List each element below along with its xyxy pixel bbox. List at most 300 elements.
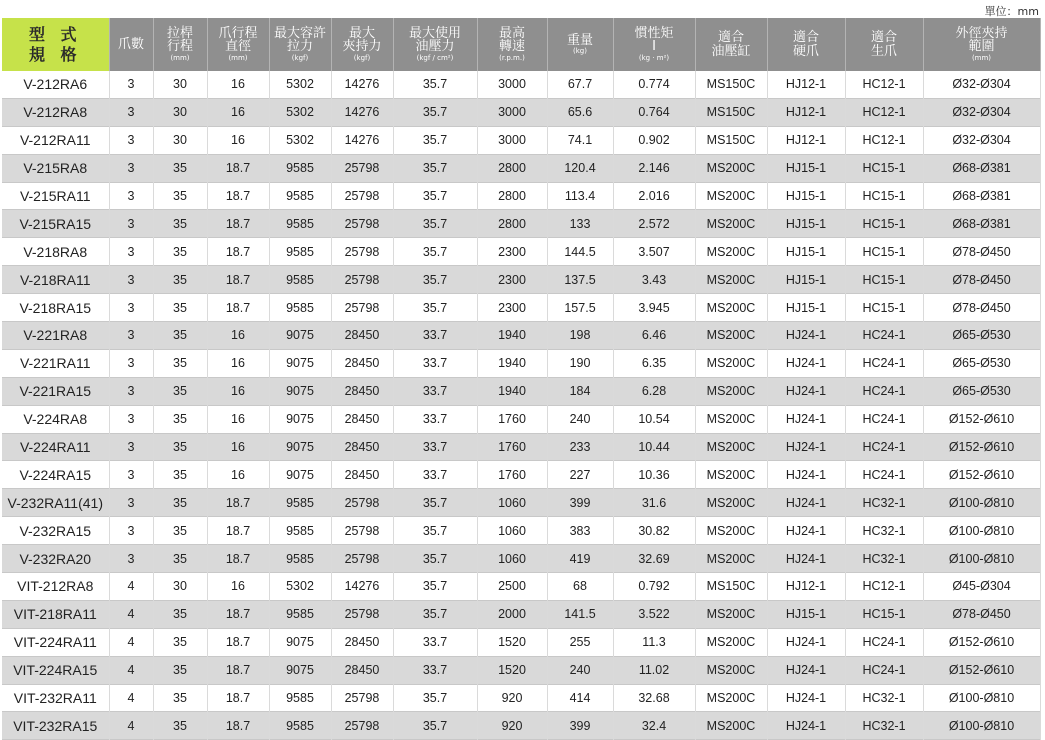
cell-od-gripping-range: Ø100-Ø810 (923, 684, 1040, 712)
cell-max-gripping-force: 28450 (331, 349, 393, 377)
cell-model: V-221RA15 (2, 377, 109, 405)
cell-weight: 383 (547, 517, 613, 545)
cell-max-drawbar-pull: 9585 (269, 545, 331, 573)
cell-weight: 198 (547, 322, 613, 350)
cell-moment-of-inertia: 6.28 (613, 377, 695, 405)
table-row (2, 210, 1040, 238)
cell-jaw-count: 3 (109, 210, 153, 238)
cell-max-gripping-force: 28450 (331, 433, 393, 461)
cell-max-drawbar-pull: 9075 (269, 322, 331, 350)
cell-max-gripping-force: 25798 (331, 238, 393, 266)
header-unit: (mm) (971, 53, 992, 62)
header-max-hydraulic-pressure (393, 18, 477, 71)
cell-max-hydraulic-pressure: 33.7 (393, 377, 477, 405)
cell-matching-cylinder: MS150C (695, 98, 767, 126)
header-text: 拉桿 (166, 25, 193, 41)
cell-max-hydraulic-pressure: 35.7 (393, 600, 477, 628)
header-moment-of-inertia (613, 18, 695, 71)
cell-jaw-stroke-dia: 18.7 (207, 238, 269, 266)
cell-matching-cylinder: MS150C (695, 573, 767, 601)
cell-jaw-stroke-dia: 18.7 (207, 545, 269, 573)
cell-max-speed: 3000 (477, 71, 547, 98)
header-text: 重量 (566, 32, 593, 48)
cell-drawbar-stroke: 35 (153, 154, 207, 182)
cell-jaw-count: 3 (109, 266, 153, 294)
cell-matching-soft-jaw: HC15-1 (845, 238, 923, 266)
cell-jaw-count: 3 (109, 433, 153, 461)
cell-matching-hard-jaw: HJ15-1 (767, 266, 845, 294)
cell-od-gripping-range: Ø68-Ø381 (923, 154, 1040, 182)
cell-max-speed: 1760 (477, 405, 547, 433)
header-row (2, 18, 1040, 71)
cell-matching-soft-jaw: HC32-1 (845, 712, 923, 740)
cell-jaw-count: 3 (109, 71, 153, 98)
cell-weight: 157.5 (547, 294, 613, 322)
cell-max-hydraulic-pressure: 35.7 (393, 126, 477, 154)
header-max-speed (477, 18, 547, 71)
cell-matching-soft-jaw: HC12-1 (845, 573, 923, 601)
cell-max-hydraulic-pressure: 35.7 (393, 573, 477, 601)
cell-model: V-224RA11 (2, 433, 109, 461)
cell-drawbar-stroke: 35 (153, 322, 207, 350)
cell-max-gripping-force: 28450 (331, 405, 393, 433)
cell-moment-of-inertia: 0.902 (613, 126, 695, 154)
cell-max-drawbar-pull: 9585 (269, 712, 331, 740)
cell-od-gripping-range: Ø78-Ø450 (923, 238, 1040, 266)
cell-matching-cylinder: MS200C (695, 238, 767, 266)
cell-drawbar-stroke: 35 (153, 712, 207, 740)
spec-table (2, 18, 1041, 740)
cell-max-speed: 2800 (477, 154, 547, 182)
cell-max-hydraulic-pressure: 33.7 (393, 322, 477, 350)
cell-max-drawbar-pull: 9585 (269, 266, 331, 294)
cell-matching-soft-jaw: HC12-1 (845, 98, 923, 126)
cell-max-hydraulic-pressure: 33.7 (393, 628, 477, 656)
header-text: 行程 (166, 39, 193, 55)
cell-matching-cylinder: MS200C (695, 266, 767, 294)
cell-model: VIT-212RA8 (2, 573, 109, 601)
header-text: 外徑夾持 (955, 25, 1008, 41)
cell-max-drawbar-pull: 5302 (269, 71, 331, 98)
cell-jaw-count: 3 (109, 545, 153, 573)
cell-jaw-count: 4 (109, 656, 153, 684)
cell-max-gripping-force: 25798 (331, 600, 393, 628)
cell-weight: 113.4 (547, 182, 613, 210)
table-row (2, 600, 1040, 628)
cell-jaw-count: 3 (109, 349, 153, 377)
table-row (2, 377, 1040, 405)
cell-jaw-stroke-dia: 18.7 (207, 294, 269, 322)
cell-moment-of-inertia: 2.016 (613, 182, 695, 210)
cell-matching-hard-jaw: HJ24-1 (767, 322, 845, 350)
table-row (2, 684, 1040, 712)
cell-drawbar-stroke: 35 (153, 600, 207, 628)
cell-max-speed: 2300 (477, 294, 547, 322)
cell-max-speed: 1060 (477, 489, 547, 517)
cell-jaw-count: 3 (109, 126, 153, 154)
cell-max-speed: 2000 (477, 600, 547, 628)
cell-max-gripping-force: 14276 (331, 98, 393, 126)
cell-max-hydraulic-pressure: 35.7 (393, 71, 477, 98)
cell-jaw-stroke-dia: 16 (207, 322, 269, 350)
cell-matching-cylinder: MS200C (695, 712, 767, 740)
cell-max-speed: 2500 (477, 573, 547, 601)
cell-max-gripping-force: 25798 (331, 210, 393, 238)
header-text: 適合 (870, 29, 897, 45)
cell-moment-of-inertia: 31.6 (613, 489, 695, 517)
cell-weight: 68 (547, 573, 613, 601)
cell-model: V-232RA15 (2, 517, 109, 545)
cell-drawbar-stroke: 35 (153, 294, 207, 322)
cell-od-gripping-range: Ø32-Ø304 (923, 126, 1040, 154)
cell-drawbar-stroke: 35 (153, 377, 207, 405)
cell-drawbar-stroke: 30 (153, 126, 207, 154)
cell-jaw-stroke-dia: 18.7 (207, 182, 269, 210)
cell-moment-of-inertia: 6.46 (613, 322, 695, 350)
cell-max-gripping-force: 14276 (331, 126, 393, 154)
cell-od-gripping-range: Ø68-Ø381 (923, 182, 1040, 210)
table-row (2, 656, 1040, 684)
table-row (2, 405, 1040, 433)
cell-weight: 74.1 (547, 126, 613, 154)
cell-weight: 137.5 (547, 266, 613, 294)
cell-matching-cylinder: MS200C (695, 182, 767, 210)
cell-max-speed: 1940 (477, 377, 547, 405)
cell-jaw-stroke-dia: 16 (207, 405, 269, 433)
cell-od-gripping-range: Ø152-Ø610 (923, 656, 1040, 684)
cell-weight: 141.5 (547, 600, 613, 628)
cell-max-hydraulic-pressure: 33.7 (393, 433, 477, 461)
cell-jaw-stroke-dia: 18.7 (207, 600, 269, 628)
cell-jaw-count: 4 (109, 573, 153, 601)
cell-matching-hard-jaw: HJ15-1 (767, 238, 845, 266)
cell-max-drawbar-pull: 9585 (269, 600, 331, 628)
cell-max-drawbar-pull: 9585 (269, 238, 331, 266)
cell-jaw-stroke-dia: 16 (207, 573, 269, 601)
table-row (2, 294, 1040, 322)
cell-od-gripping-range: Ø45-Ø304 (923, 573, 1040, 601)
cell-weight: 255 (547, 628, 613, 656)
cell-max-speed: 3000 (477, 98, 547, 126)
cell-matching-cylinder: MS200C (695, 628, 767, 656)
cell-od-gripping-range: Ø152-Ø610 (923, 405, 1040, 433)
header-text: 轉速 (498, 39, 525, 55)
cell-matching-soft-jaw: HC24-1 (845, 628, 923, 656)
cell-matching-hard-jaw: HJ24-1 (767, 405, 845, 433)
cell-weight: 399 (547, 712, 613, 740)
cell-max-speed: 1520 (477, 656, 547, 684)
cell-matching-soft-jaw: HC12-1 (845, 126, 923, 154)
cell-matching-cylinder: MS200C (695, 349, 767, 377)
header-od-gripping-range (923, 18, 1040, 71)
cell-max-speed: 2300 (477, 238, 547, 266)
cell-jaw-stroke-dia: 16 (207, 377, 269, 405)
cell-max-gripping-force: 14276 (331, 573, 393, 601)
header-text: 型 式 (28, 25, 82, 45)
cell-max-speed: 920 (477, 684, 547, 712)
cell-max-speed: 1060 (477, 545, 547, 573)
cell-matching-hard-jaw: HJ24-1 (767, 433, 845, 461)
cell-max-hydraulic-pressure: 35.7 (393, 684, 477, 712)
cell-matching-soft-jaw: HC24-1 (845, 349, 923, 377)
cell-jaw-count: 4 (109, 684, 153, 712)
table-row (2, 98, 1040, 126)
cell-matching-hard-jaw: HJ12-1 (767, 98, 845, 126)
cell-jaw-stroke-dia: 18.7 (207, 210, 269, 238)
cell-matching-hard-jaw: HJ24-1 (767, 489, 845, 517)
cell-moment-of-inertia: 10.36 (613, 461, 695, 489)
cell-max-hydraulic-pressure: 33.7 (393, 461, 477, 489)
cell-max-gripping-force: 25798 (331, 182, 393, 210)
cell-od-gripping-range: Ø152-Ø610 (923, 628, 1040, 656)
cell-moment-of-inertia: 3.522 (613, 600, 695, 628)
cell-jaw-count: 3 (109, 294, 153, 322)
header-text: 最大使用 (408, 25, 461, 41)
cell-max-drawbar-pull: 5302 (269, 98, 331, 126)
cell-jaw-stroke-dia: 16 (207, 126, 269, 154)
cell-model: V-212RA11 (2, 126, 109, 154)
cell-moment-of-inertia: 3.507 (613, 238, 695, 266)
table-row (2, 517, 1040, 545)
cell-max-gripping-force: 25798 (331, 489, 393, 517)
header-text: 夾持力 (342, 39, 382, 55)
cell-od-gripping-range: Ø152-Ø610 (923, 433, 1040, 461)
cell-matching-cylinder: MS200C (695, 545, 767, 573)
cell-max-hydraulic-pressure: 35.7 (393, 545, 477, 573)
cell-matching-hard-jaw: HJ15-1 (767, 210, 845, 238)
cell-model: V-218RA8 (2, 238, 109, 266)
cell-matching-cylinder: MS150C (695, 126, 767, 154)
cell-moment-of-inertia: 6.35 (613, 349, 695, 377)
cell-model: VIT-224RA11 (2, 628, 109, 656)
table-row (2, 349, 1040, 377)
cell-matching-cylinder: MS200C (695, 489, 767, 517)
cell-model: V-215RA15 (2, 210, 109, 238)
cell-jaw-count: 3 (109, 322, 153, 350)
cell-max-hydraulic-pressure: 33.7 (393, 405, 477, 433)
cell-od-gripping-range: Ø78-Ø450 (923, 294, 1040, 322)
cell-matching-cylinder: MS200C (695, 377, 767, 405)
cell-jaw-stroke-dia: 18.7 (207, 489, 269, 517)
cell-max-hydraulic-pressure: 35.7 (393, 210, 477, 238)
cell-od-gripping-range: Ø65-Ø530 (923, 322, 1040, 350)
cell-max-gripping-force: 25798 (331, 294, 393, 322)
header-unit: (mm) (228, 53, 248, 62)
header-weight (547, 18, 613, 71)
cell-matching-hard-jaw: HJ24-1 (767, 628, 845, 656)
cell-model: V-224RA15 (2, 461, 109, 489)
cell-weight: 184 (547, 377, 613, 405)
cell-matching-cylinder: MS150C (695, 71, 767, 98)
cell-weight: 227 (547, 461, 613, 489)
cell-max-drawbar-pull: 9075 (269, 433, 331, 461)
cell-od-gripping-range: Ø100-Ø810 (923, 545, 1040, 573)
cell-od-gripping-range: Ø152-Ø610 (923, 461, 1040, 489)
cell-matching-hard-jaw: HJ15-1 (767, 600, 845, 628)
cell-max-hydraulic-pressure: 35.7 (393, 238, 477, 266)
cell-max-gripping-force: 28450 (331, 461, 393, 489)
cell-max-drawbar-pull: 9075 (269, 377, 331, 405)
cell-moment-of-inertia: 11.02 (613, 656, 695, 684)
cell-matching-soft-jaw: HC24-1 (845, 377, 923, 405)
header-model (2, 18, 109, 71)
cell-jaw-stroke-dia: 18.7 (207, 712, 269, 740)
cell-max-drawbar-pull: 9585 (269, 210, 331, 238)
cell-drawbar-stroke: 35 (153, 405, 207, 433)
cell-drawbar-stroke: 30 (153, 71, 207, 98)
cell-matching-hard-jaw: HJ24-1 (767, 377, 845, 405)
cell-weight: 240 (547, 656, 613, 684)
cell-max-drawbar-pull: 9585 (269, 489, 331, 517)
cell-matching-cylinder: MS200C (695, 461, 767, 489)
cell-matching-hard-jaw: HJ24-1 (767, 545, 845, 573)
header-text: 範圍 (968, 39, 995, 55)
cell-drawbar-stroke: 35 (153, 210, 207, 238)
cell-max-hydraulic-pressure: 35.7 (393, 489, 477, 517)
cell-max-gripping-force: 25798 (331, 266, 393, 294)
cell-jaw-count: 3 (109, 154, 153, 182)
header-jaw-stroke-dia (207, 18, 269, 71)
table-row (2, 573, 1040, 601)
table-row (2, 545, 1040, 573)
cell-model: V-221RA8 (2, 322, 109, 350)
cell-drawbar-stroke: 35 (153, 656, 207, 684)
cell-weight: 419 (547, 545, 613, 573)
cell-jaw-count: 4 (109, 600, 153, 628)
cell-max-hydraulic-pressure: 35.7 (393, 294, 477, 322)
header-text: 爪數 (117, 36, 144, 52)
cell-max-speed: 2300 (477, 266, 547, 294)
cell-model: VIT-224RA15 (2, 656, 109, 684)
header-unit: (kgf) (353, 53, 371, 62)
cell-matching-soft-jaw: HC15-1 (845, 294, 923, 322)
cell-max-speed: 1760 (477, 433, 547, 461)
cell-max-speed: 1520 (477, 628, 547, 656)
cell-matching-hard-jaw: HJ12-1 (767, 126, 845, 154)
cell-max-hydraulic-pressure: 35.7 (393, 712, 477, 740)
header-text: 爪行程 (218, 25, 258, 41)
header-jaw-count (109, 18, 153, 71)
cell-matching-hard-jaw: HJ15-1 (767, 154, 845, 182)
header-text: 油壓缸 (711, 43, 751, 59)
table-row (2, 489, 1040, 517)
cell-matching-hard-jaw: HJ24-1 (767, 349, 845, 377)
cell-drawbar-stroke: 30 (153, 573, 207, 601)
cell-max-drawbar-pull: 9585 (269, 517, 331, 545)
cell-weight: 233 (547, 433, 613, 461)
header-text: 規 格 (28, 44, 82, 64)
cell-max-hydraulic-pressure: 35.7 (393, 98, 477, 126)
cell-moment-of-inertia: 2.572 (613, 210, 695, 238)
cell-moment-of-inertia: 0.792 (613, 573, 695, 601)
cell-od-gripping-range: Ø65-Ø530 (923, 377, 1040, 405)
cell-max-speed: 3000 (477, 126, 547, 154)
table-row (2, 461, 1040, 489)
cell-moment-of-inertia: 10.54 (613, 405, 695, 433)
cell-model: VIT-218RA11 (2, 600, 109, 628)
cell-drawbar-stroke: 35 (153, 628, 207, 656)
header-text: 生爪 (870, 43, 897, 59)
cell-drawbar-stroke: 35 (153, 461, 207, 489)
cell-moment-of-inertia: 0.764 (613, 98, 695, 126)
cell-max-gripping-force: 25798 (331, 545, 393, 573)
header-unit: (kg) (573, 47, 587, 56)
cell-weight: 399 (547, 489, 613, 517)
header-unit: (mm) (170, 53, 190, 62)
cell-weight: 240 (547, 405, 613, 433)
cell-max-drawbar-pull: 9585 (269, 154, 331, 182)
cell-moment-of-inertia: 0.774 (613, 71, 695, 98)
cell-od-gripping-range: Ø65-Ø530 (923, 349, 1040, 377)
cell-matching-cylinder: MS200C (695, 294, 767, 322)
cell-max-drawbar-pull: 5302 (269, 126, 331, 154)
header-max-gripping-force (331, 18, 393, 71)
cell-od-gripping-range: Ø100-Ø810 (923, 489, 1040, 517)
table-row (2, 154, 1040, 182)
header-matching-soft-jaw (845, 18, 923, 71)
header-text: 最高 (498, 25, 525, 41)
cell-drawbar-stroke: 35 (153, 238, 207, 266)
cell-matching-soft-jaw: HC32-1 (845, 517, 923, 545)
cell-model: V-224RA8 (2, 405, 109, 433)
cell-od-gripping-range: Ø78-Ø450 (923, 600, 1040, 628)
cell-jaw-stroke-dia: 18.7 (207, 628, 269, 656)
header-text: 適合 (792, 29, 819, 45)
cell-moment-of-inertia: 32.4 (613, 712, 695, 740)
cell-drawbar-stroke: 35 (153, 266, 207, 294)
cell-matching-hard-jaw: HJ24-1 (767, 684, 845, 712)
cell-weight: 67.7 (547, 71, 613, 98)
cell-model: V-212RA8 (2, 98, 109, 126)
header-matching-hard-jaw (767, 18, 845, 71)
cell-jaw-stroke-dia: 18.7 (207, 656, 269, 684)
header-text: 拉力 (286, 39, 313, 55)
unit-label: 單位：mm (984, 5, 1039, 18)
cell-max-gripping-force: 25798 (331, 684, 393, 712)
cell-jaw-stroke-dia: 16 (207, 461, 269, 489)
cell-weight: 65.6 (547, 98, 613, 126)
cell-matching-hard-jaw: HJ24-1 (767, 656, 845, 684)
cell-max-gripping-force: 25798 (331, 154, 393, 182)
cell-matching-hard-jaw: HJ24-1 (767, 461, 845, 489)
table-body (2, 71, 1040, 740)
cell-matching-hard-jaw: HJ15-1 (767, 294, 845, 322)
cell-matching-cylinder: MS200C (695, 154, 767, 182)
header-unit: (kgf) (291, 53, 309, 62)
cell-matching-hard-jaw: HJ12-1 (767, 573, 845, 601)
cell-od-gripping-range: Ø32-Ø304 (923, 71, 1040, 98)
cell-matching-soft-jaw: HC32-1 (845, 545, 923, 573)
table-row (2, 433, 1040, 461)
header-text: 慣性矩 (634, 25, 674, 41)
cell-max-gripping-force: 28450 (331, 377, 393, 405)
cell-matching-soft-jaw: HC24-1 (845, 656, 923, 684)
cell-max-speed: 920 (477, 712, 547, 740)
cell-drawbar-stroke: 30 (153, 98, 207, 126)
cell-model: V-232RA11(41) (2, 489, 109, 517)
cell-od-gripping-range: Ø100-Ø810 (923, 517, 1040, 545)
cell-max-gripping-force: 14276 (331, 71, 393, 98)
header-text: 硬爪 (792, 43, 819, 59)
cell-jaw-stroke-dia: 16 (207, 433, 269, 461)
cell-matching-soft-jaw: HC15-1 (845, 154, 923, 182)
cell-matching-cylinder: MS200C (695, 600, 767, 628)
cell-matching-cylinder: MS200C (695, 210, 767, 238)
cell-jaw-count: 3 (109, 182, 153, 210)
cell-jaw-count: 3 (109, 405, 153, 433)
cell-max-drawbar-pull: 9075 (269, 656, 331, 684)
cell-matching-hard-jaw: HJ15-1 (767, 182, 845, 210)
